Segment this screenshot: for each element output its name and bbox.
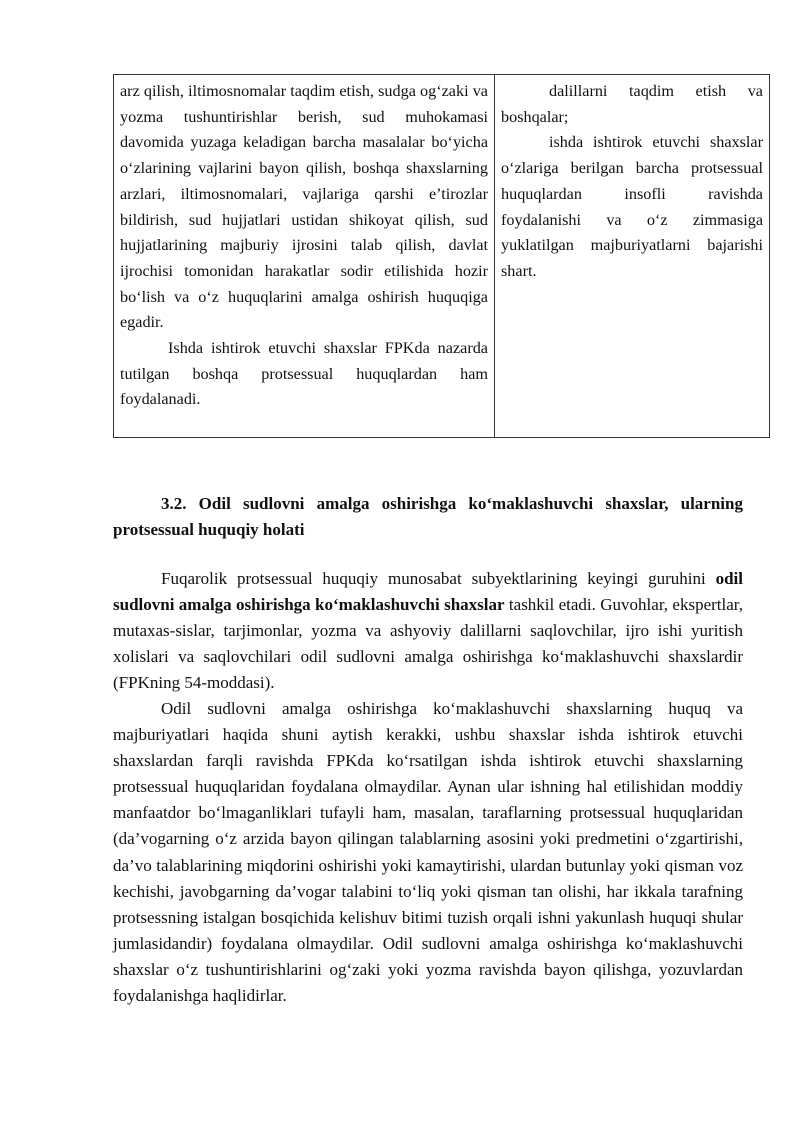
table-row bbox=[114, 75, 770, 438]
comparison-table bbox=[113, 74, 770, 438]
bold-term: odil sudlovni amalga oshirishga ko‘maklashuvchi shaxslar bbox=[113, 569, 743, 615]
left-cell-paragraph: Ishda ishtirok etuvchi shaxslar FPKda nazarda tutilgan boshqa protsessual huquqlardan ham foydalanadi. bbox=[120, 339, 488, 409]
body-paragraph bbox=[113, 566, 743, 696]
right-cell-paragraph: dalillarni taqdim etish va boshqalar; bbox=[501, 82, 763, 126]
paragraph-text: Fuqarolik protsessual huquqiy munosabat subyektlarining keyingi guruhini bbox=[161, 569, 716, 588]
body-paragraph: Odil sudlovni amalga oshirishga ko‘maklashuvchi shaxslarning huquq va majburiyatlari haqida shuni aytish kerakki, ushbu shaxslar ishda ishtirok etuvchi shaxslardan farqli ravishda FPKda ko‘rsatilgan ishda ishtirok etuvchi shaxslarning protsessual huquqlaridan foydalana olmaydilar. Aynan ular ishning hal etilishidan moddiy manfaatdor bo‘lmaganliklari tufayli ham, masalan, taraflarning protsessual huquqlaridan (da’vogarning o‘z arzida bayon qilingan talablarning asosini yoki predmetini o‘zgartirishi, da’vo talablarining miqdorini oshirishi yoki kamaytirishi, ulardan butunlay yoki qisman voz kechishi, javobgarning da’vogar talabini to‘liq yoki qisman tan olishi, har ikkala tarafning protsessning istalgan bosqichida kelishuv bitimi tuzish orqali ishni yakunlash huquqi shular jumlasidandir) foydalana olmaydilar. Odil sudlovni amalga oshirishga ko‘maklashuvchi shaxslar o‘z tushuntirishlarini og‘zaki yoki yozma ravishda bayon qilishga, yozuvlardan foydalanishga haqlidirlar. bbox=[113, 699, 743, 1005]
left-cell-paragraph: arz qilish, iltimosnomalar taqdim etish, sudga og‘zaki va yozma tushuntirishlar berish, sud muhokamasi davomida yuzaga keladigan barcha masalalar bo‘yicha o‘zlarining vajlarini bayon qilish, boshqa shaxslarning arzlari, iltimosnomalari, vajlariga qarshi e’tirozlar bildirish, sud hujjatlari ustidan shikoyat qilish, sud hujjatlarining majburiy ijrosini talab qilish, davlat ijrochisi tomonidan harakatlar sodir etilishida hozir bo‘lish va o‘z huquqlarini amalga oshirish huquqiga egadir. bbox=[120, 82, 488, 332]
table-cell-left bbox=[114, 75, 495, 438]
table-cell-right bbox=[495, 75, 770, 438]
body-text bbox=[113, 566, 743, 1009]
right-cell-paragraph: ishda ishtirok etuvchi shaxslar o‘zlariga berilgan barcha protsessual huquqlardan insofli ravishda foydalanishi va o‘z zimmasiga yuklatilgan majburiyatlarni bajarishi shart. bbox=[501, 133, 763, 280]
section-heading: 3.2. Odil sudlovni amalga oshirishga ko‘maklashuvchi shaxslar, ularning protsessual huquqiy holati bbox=[113, 494, 743, 539]
paragraph-text: tashkil etadi. Guvohlar, ekspertlar, mutaxas-sislar, tarjimonlar, yozma va ashyoviy dalillarni saqlovchilar, ijro ishi yuritish xolislari va saqlovchilari odil sudlovni amalga oshirishga ko‘maklashuvchi shaxslardir (FPKning 54-moddasi). bbox=[113, 595, 743, 693]
